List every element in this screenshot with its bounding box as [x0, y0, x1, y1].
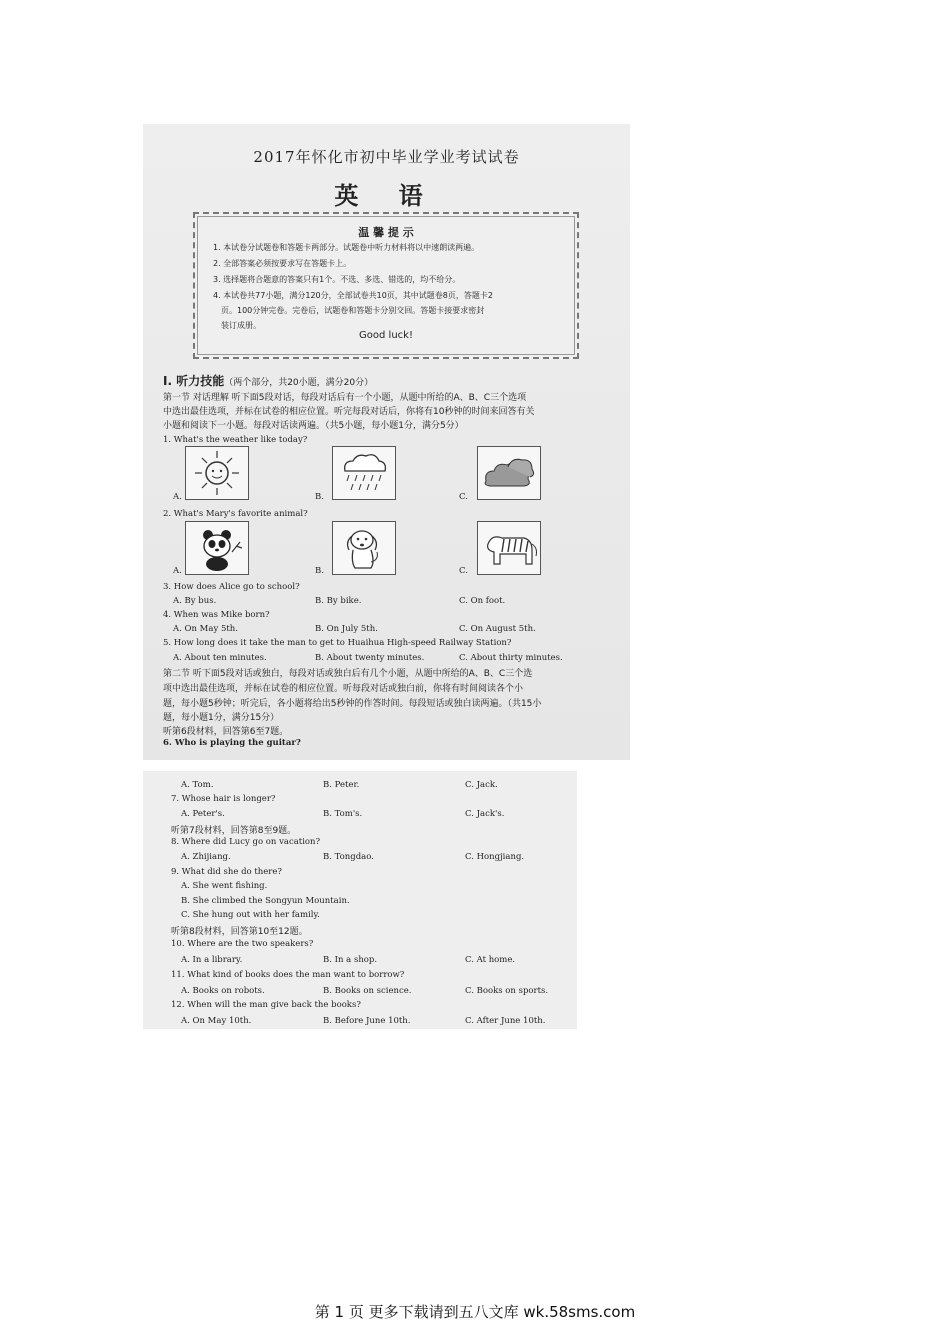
option-b: B. Peter. [323, 780, 360, 790]
tiger-icon [477, 521, 541, 575]
question-7: 7. Whose hair is longer? [171, 794, 276, 804]
option-label: B. [315, 492, 324, 502]
option-b: B. Before June 10th. [323, 1016, 411, 1026]
option-label: C. [459, 566, 468, 576]
question-11: 11. What kind of books does the man want to borrow? [171, 970, 405, 980]
question-8: 8. Where did Lucy go on vacation? [171, 837, 321, 847]
option-c: C. She hung out with her family. [181, 910, 320, 920]
option-a: A. About ten minutes. [173, 653, 267, 663]
option-label: A. [173, 492, 182, 502]
notice-item: 装订成册。 [221, 321, 261, 330]
exam-title: 2017年怀化市初中毕业学业考试试卷 [253, 148, 520, 166]
listen-instruction: 听第6段材料，回答第6至7题。 [163, 727, 289, 737]
option-c: C. About thirty minutes. [459, 653, 563, 663]
dog-icon [332, 521, 396, 575]
option-label: A. [173, 566, 182, 576]
notice-item: 1. 本试卷分试题卷和答题卡两部分。试题卷中听力材料将以中速朗读两遍。 [213, 243, 480, 252]
exam-subject: 英 语 [334, 181, 439, 210]
option-b: B. Tom's. [323, 809, 363, 819]
option-label: B. [315, 566, 324, 576]
option-b: B. Tongdao. [323, 852, 374, 862]
question-5: 5. How long does it take the man to get to Huaihua High-speed Railway Station? [163, 638, 512, 648]
option-a: A. Peter's. [181, 809, 225, 819]
option-c: C. On foot. [459, 596, 506, 606]
option-a: A. Tom. [181, 780, 214, 790]
option-a: A. By bus. [173, 596, 217, 606]
exam-scan-page-2 [143, 771, 577, 1029]
question-9: 9. What did she do there? [171, 867, 282, 877]
page-footer: 第 1 页 更多下载请到五八文库 wk.58sms.com [314, 1303, 636, 1321]
section-instructions: 项中选出最佳选项，并标在试卷的相应位置。听每段对话或独白前，你将有时间阅读各个小 [163, 684, 524, 694]
option-a: A. Zhijiang. [181, 852, 231, 862]
part-heading [163, 372, 373, 389]
section-instructions: 第二节 听下面5段对话或独白，每段对话或独白后有几个小题，从题中所给的A、B、C三个选 [163, 669, 533, 679]
option-b: B. Books on science. [323, 986, 412, 996]
part-heading-note: （两个部分，共20小题，满分20分） [224, 378, 374, 388]
option-c: C. Jack's. [465, 809, 505, 819]
notice-item: 4. 本试卷共77小题，满分120分，全部试卷共10页，其中试题卷8页，答题卡2 [213, 291, 493, 300]
section-instructions: 小题和阅读下一小题。每段对话读两遍。（共5小题，每小题1分，满分5分） [163, 421, 464, 431]
option-a: A. She went fishing. [181, 881, 268, 891]
option-c: C. Books on sports. [465, 986, 549, 996]
option-c: C. On August 5th. [459, 624, 536, 634]
section-instructions: 第一节 对话理解 听下面5段对话，每段对话后有一个小题，从题中所给的A、B、C三个选项 [163, 393, 527, 403]
option-c: C. Hongjiang. [465, 852, 525, 862]
option-a: A. Books on robots. [181, 986, 265, 996]
notice-item: 页。100分钟完卷。完卷后，试题卷和答题卡分别交回。答题卡接要求密封 [221, 306, 485, 315]
notice-item: 2. 全部答案必须按要求写在答题卡上。 [213, 259, 352, 268]
question-2: 2. What's Mary's favorite animal? [163, 509, 308, 519]
section-instructions: 中选出最佳选项，并标在试卷的相应位置。听完每段对话后，你将有10秒钟的时间来回答有关 [163, 407, 535, 417]
option-label: C. [459, 492, 468, 502]
option-b: B. In a shop. [323, 955, 378, 965]
question-3: 3. How does Alice go to school? [163, 582, 300, 592]
section-instructions: 题，每小题1分，满分15分） [163, 713, 280, 723]
option-c: C. Jack. [465, 780, 498, 790]
question-1: 1. What's the weather like today? [163, 435, 308, 445]
notice-box [193, 212, 579, 359]
section-instructions: 题，每小题5秒钟；听完后，各小题将给出5秒钟的作答时间。每段短话或独白读两遍。（共15小 [163, 699, 542, 709]
sun-icon [185, 446, 249, 500]
option-a: A. In a library. [181, 955, 243, 965]
rain-cloud-icon [332, 446, 396, 500]
good-luck-text: Good luck! [359, 330, 413, 341]
listen-instruction: 听第7段材料，回答第8至9题。 [171, 826, 297, 836]
question-12: 12. When will the man give back the books? [171, 1000, 361, 1010]
question-6: 6. Who is playing the guitar? [163, 738, 301, 748]
question-4: 4. When was Mike born? [163, 610, 270, 620]
part-heading-label: I. 听力技能 [163, 374, 225, 388]
notice-item: 3. 选择题将合题意的答案只有1个。不选、多选、错选的，均不给分。 [213, 275, 461, 284]
option-b: B. By bike. [315, 596, 362, 606]
option-c: C. At home. [465, 955, 516, 965]
option-b: B. She climbed the Songyun Mountain. [181, 896, 350, 906]
exam-scan-page-1 [143, 124, 630, 760]
option-a: A. On May 5th. [173, 624, 238, 634]
option-b: B. On July 5th. [315, 624, 378, 634]
listen-instruction: 听第8段材料，回答第10至12题。 [171, 927, 308, 937]
option-c: C. After June 10th. [465, 1016, 546, 1026]
option-a: A. On May 10th. [181, 1016, 252, 1026]
question-10: 10. Where are the two speakers? [171, 939, 314, 949]
panda-icon [185, 521, 249, 575]
option-b: B. About twenty minutes. [315, 653, 425, 663]
cloud-icon [477, 446, 541, 500]
notice-title: 温 馨 提 示 [358, 226, 414, 239]
